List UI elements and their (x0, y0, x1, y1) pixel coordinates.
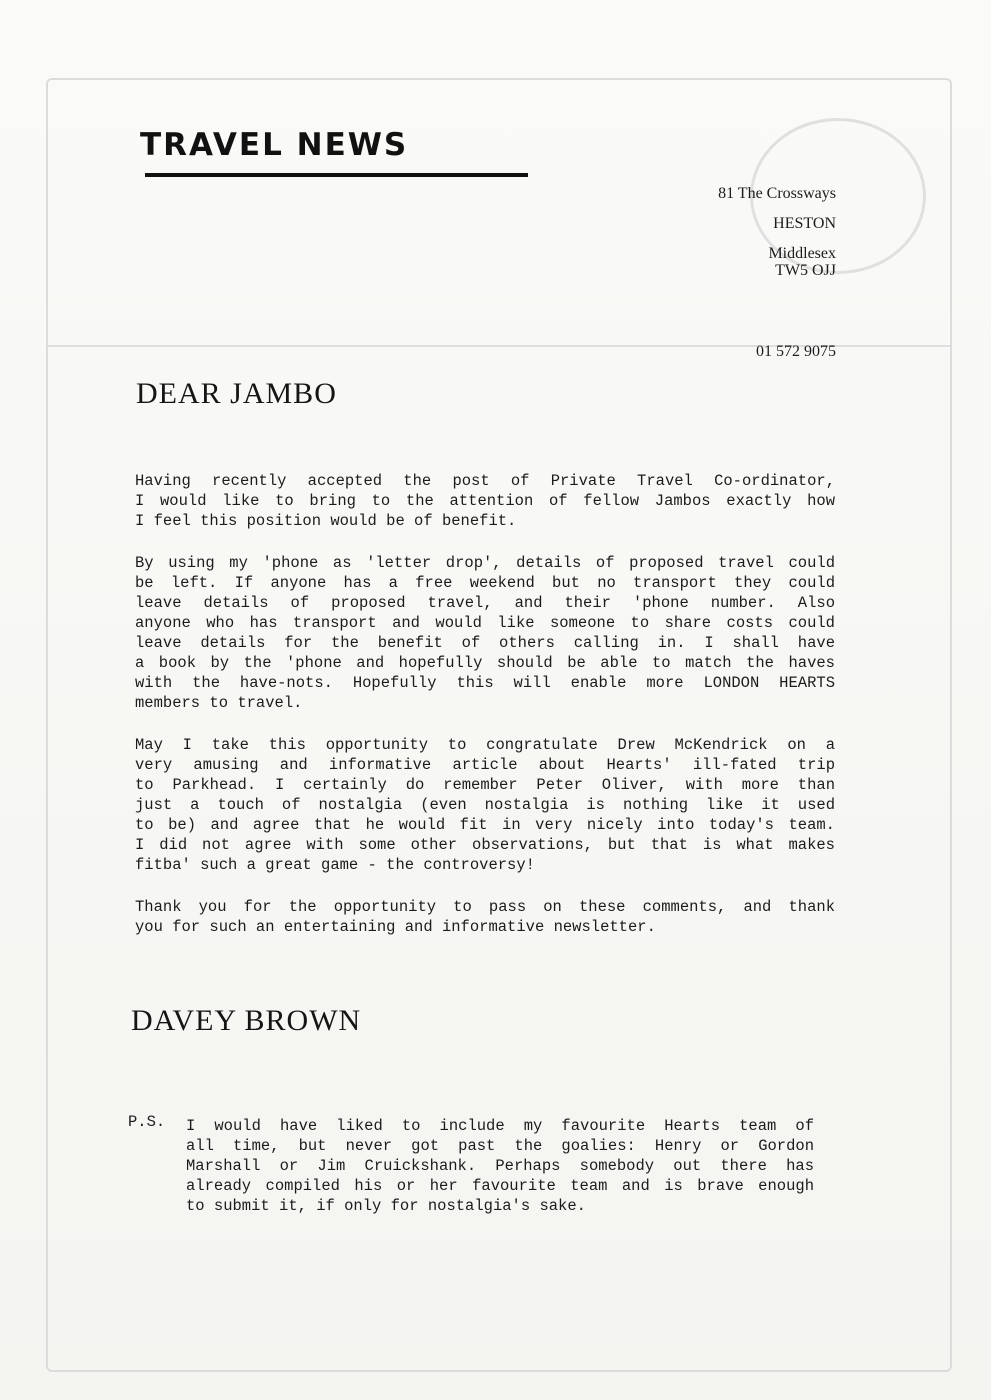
paragraph-line: just a touch of nostalgia (even nostalgia is nothing like it used (135, 796, 835, 814)
paragraph (135, 471, 835, 531)
paragraph (135, 897, 835, 937)
paragraph-line: leave details for the benefit of others calling in. I shall have (135, 634, 835, 652)
paragraph-line: to Parkhead. I certainly do remember Peter Oliver, with more than (135, 776, 835, 794)
postscript-line: Marshall or Jim Cruickshank. Perhaps somebody out there has (186, 1157, 814, 1175)
postscript-text (186, 1116, 814, 1216)
paragraph-line: I did not agree with some other observations, but that is what makes (135, 836, 835, 854)
paragraph-line: May I take this opportunity to congratulate Drew McKendrick on a (135, 736, 835, 754)
address-street: 81 The Crossways (718, 185, 836, 202)
sender-address (718, 185, 836, 360)
paragraph-line: Having recently accepted the post of Private Travel Co-ordinator, (135, 472, 835, 490)
paragraph (135, 735, 835, 875)
masthead-underline (145, 173, 528, 177)
address-county: Middlesex (768, 245, 836, 262)
paragraph-line: to be) and agree that he would fit in very nicely into today's team. (135, 816, 835, 834)
address-postcode: TW5 OJJ (775, 262, 836, 279)
postscript-label: P.S. (128, 1113, 166, 1131)
postscript-line: already compiled his or her favourite team and is brave enough (186, 1177, 814, 1195)
paragraph-line: a book by the 'phone and hopefully should be able to match the haves (135, 654, 835, 672)
postscript-line: I would have liked to include my favourite Hearts team of (186, 1117, 814, 1135)
masthead-title: TRAVEL NEWS (140, 127, 409, 163)
signature: DAVEY BROWN (131, 1004, 362, 1037)
address-phone: 01 572 9075 (756, 343, 836, 360)
paragraph-line: By using my 'phone as 'letter drop', details of proposed travel could (135, 554, 835, 572)
salutation: DEAR JAMBO (136, 377, 337, 410)
letter-body (135, 471, 835, 959)
paragraph-line: Thank you for the opportunity to pass on these comments, and thank (135, 898, 835, 916)
postscript-line: to submit it, if only for nostalgia's sake. (186, 1197, 586, 1215)
paragraph-line: members to travel. (135, 694, 303, 712)
paragraph-line: be left. If anyone has a free weekend but no transport they could (135, 574, 835, 592)
paragraph-line: fitba' such a great game - the controversy! (135, 856, 535, 874)
paragraph-line: very amusing and informative article about Hearts' ill-fated trip (135, 756, 835, 774)
paragraph-line: anyone who has transport and would like someone to share costs could (135, 614, 835, 632)
paragraph (135, 553, 835, 713)
paragraph-line: with the have-nots. Hopefully this will enable more LONDON HEARTS (135, 674, 835, 692)
paragraph-line: I feel this position would be of benefit. (135, 512, 517, 530)
paragraph-line: you for such an entertaining and informative newsletter. (135, 918, 656, 936)
paragraph-line: I would like to bring to the attention of fellow Jambos exactly how (135, 492, 835, 510)
address-town: HESTON (773, 215, 836, 232)
postscript-line: all time, but never got past the goalies: Henry or Gordon (186, 1137, 814, 1155)
paragraph-line: leave details of proposed travel, and their 'phone number. Also (135, 594, 835, 612)
